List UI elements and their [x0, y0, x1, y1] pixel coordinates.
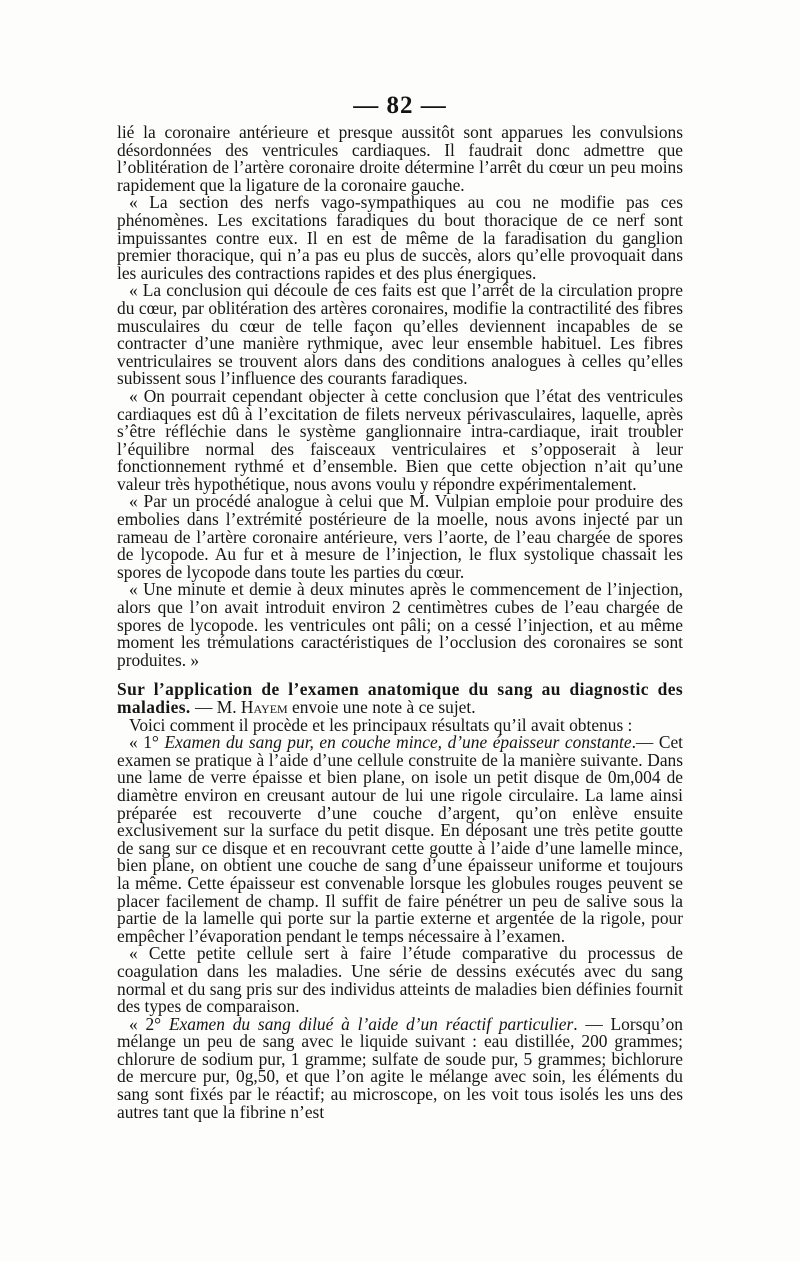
paragraph-9 [117, 734, 683, 945]
paragraph-6: « Une minute et demie à deux minutes après le commencement de l’injection, alors que l’on avait introduit environ 2 centimètres cubes de l’eau chargée de spores de lycopode. les ventricules ont pâli; on a cessé l’injection, et au même moment les trémulations caractéristiques de l’occlusion des coronaires se sont produites. » [117, 579, 683, 670]
paragraph-11 [117, 1013, 683, 1122]
paragraph-3: « La conclusion qui découle de ces faits est que l’arrêt de la circulation propre du cœur, par oblitération des artères coronaires, modifie la contractilité des fibres musculaires du cœur de telle façon qu’elles deviennent incapables de se contracter d’une manière rythmique, avec leur ensemble habituel. Les fibres ventriculaires se trouvent alors dans des conditions analogues à celles qu’elles subissent sous l’influence des courants faradiques. [117, 280, 683, 389]
paragraph-9-italic: Examen du sang pur, en couche mince, d’une épaisseur constante [164, 732, 632, 753]
section-dash: — M. [190, 697, 241, 717]
page-number: — 82 — [353, 92, 447, 119]
paragraph-9-text: .— Cet examen se pratique à l’aide d’une cellule construite de la manière suivante. Dans une lame de verre épaisse et bien plane, on isole un petit disque de 0m,004 de diamètre environ en creusant autour de lui une rigole circulaire. La lame ainsi préparée est recouverte d’une couche d’argent, qu’on enlève ensuite exclusivement sur la surface du petit disque. En déposant une très petite goutte de sang sur ce disque et en recouvrant cette goutte à l’aide d’une lamelle mince, bien plane, on obtient une couche de sang d’une épaisseur uniforme et toujours la même. Cette épaisseur est convenable lorsque les globules rouges peuvent se placer facilement de champ. Il suffit de faire pénétrer un peu de salive sous la partie de la lamelle qui porte sur la partie externe et argentée de la rigole, pour empêcher l’évaporation pendant le temps nécessaire à l’examen. [117, 732, 683, 946]
paragraph-5: « Par un procédé analogue à celui que M. Vulpian emploie pour produire des embolies dans l’extrémité postérieure de la moelle, nous avons injecté par un rameau de l’artère coronaire antérieure, vers l’aorte, de l’eau chargée de spores de lycopode. Au fur et à mesure de l’injection, le flux systolique chassait les spores de lycopode dans toute les parties du cœur. [117, 491, 683, 582]
paragraph-11-text: . — Lorsqu’on mélange un peu de sang avec le liquide suivant : eau distillée, 200 grammes; chlorure de sodium pur, 1 gramme; sulfate de soude pur, 5 grammes; bichlorure de mercure pur, 0g,50, et que l’on agite le mélange avec soin, les éléments du sang sont fixés par le réactif; au microscope, on les voit tous isolés les uns des autres tant que la fibrine n’est [117, 1013, 683, 1122]
body-text [117, 124, 683, 1121]
paragraph-1: lié la coronaire antérieure et presque aussitôt sont apparues les convulsions désordonnées des ventricules cardiaques. Il faudrait donc admettre que l’oblitération de l’artère coronaire droite détermine l’arrêt du cœur un peu moins rapidement que la ligature de la coronaire gauche. [117, 122, 683, 195]
paragraph-4: « On pourrait cependant objecter à cette conclusion que l’état des ventricules cardiaques est dû à l’excitation de filets nerveux périvasculaires, laquelle, après s’être réfléchie dans le système ganglionnaire intra-cardiaque, irait troubler l’équilibre normal des faisceaux ventriculaires et s’opposerait à leur fonctionnement rythmé et d’ensemble. Bien que cette objection n’ait qu’une valeur très hypothétique, nous avons voulu y répondre expérimentalement. [117, 385, 683, 494]
paragraph-9-lead: « 1° [129, 732, 165, 753]
paragraph-11-italic: Examen du sang dilué à l’aide d’un réactif particulier [168, 1013, 574, 1034]
section-paragraph [117, 681, 683, 716]
paragraph-8: Voici comment il procède et les principaux résultats qu’il avait obtenus : [129, 714, 633, 735]
paragraph-10: « Cette petite cellule sert à faire l’étude comparative du processus de coagulation dans les maladies. Une série de dessins exécutés avec du sang normal et du sang pris sur des individus atteints de maladies bien définies fournit des types de comparaison. [117, 943, 683, 1017]
section-heading: Sur l’application de l’examen anatomique du sang au diagnostic des maladies. [117, 679, 683, 717]
paragraph-11-lead: « 2° [129, 1013, 169, 1034]
section-heading-rest: envoie une note à ce sujet. [287, 697, 476, 717]
paragraph-2: « La section des nerfs vago-sympathiques au cou ne modifie pas ces phénomènes. Les excitations faradiques du bout thoracique de ce nerf sont impuissantes contre eux. Il en est de même de la faradisation du ganglion premier thoracique, qui n’a pas eu plus de succès, alors qu’elle provoquait dans les auricules des contractions rapides et des plus énergiques. [117, 192, 683, 283]
section-author: Hayem [240, 697, 288, 717]
